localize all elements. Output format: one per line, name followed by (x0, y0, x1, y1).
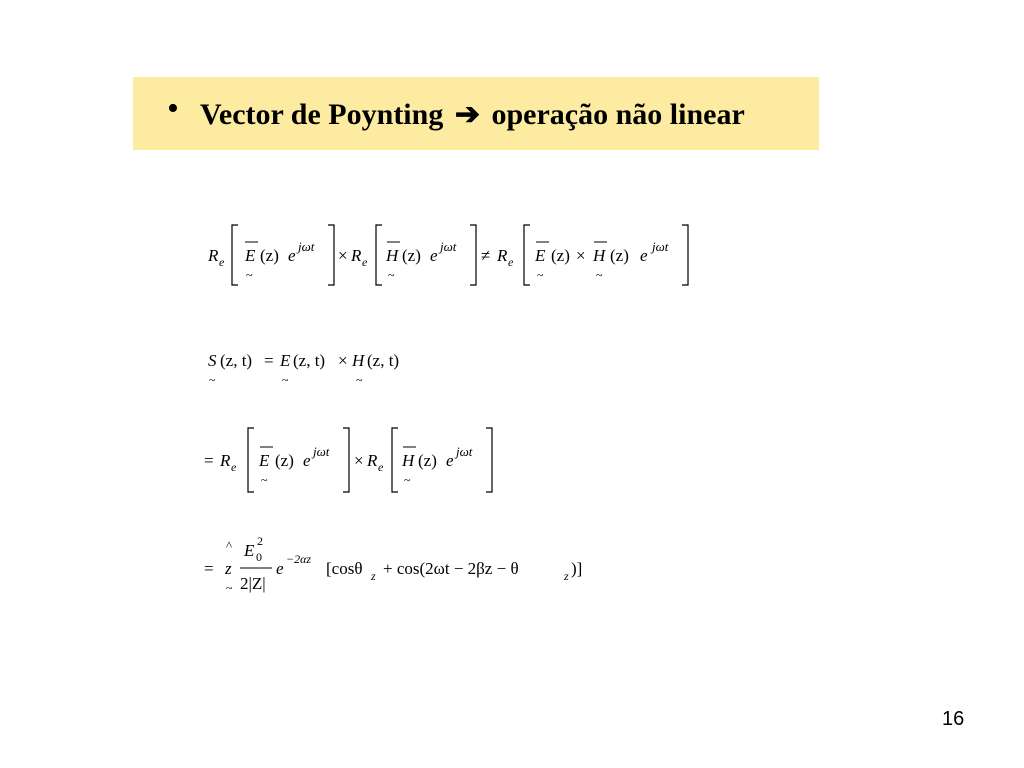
args-e: (z, t) (293, 351, 326, 370)
left-bracket-3 (524, 225, 530, 285)
equals-2: = (264, 351, 274, 370)
arg-z-4: (z) (610, 246, 629, 265)
arg-z-6: (z) (418, 451, 437, 470)
tilde-e-3: ~ (282, 373, 289, 387)
equation-3-svg (200, 420, 510, 500)
equation-1-svg (200, 215, 700, 295)
not-equal: ≠ (481, 246, 491, 265)
equation-2 (200, 342, 440, 392)
equation-2-svg (200, 342, 440, 392)
re-5: R (367, 451, 378, 470)
tilde-s: ~ (209, 373, 216, 387)
exp-e-4: e (303, 451, 311, 470)
times-3: × (338, 351, 348, 370)
right-bracket-5 (486, 428, 492, 492)
close-brackets: )] (571, 559, 583, 578)
arg-z-5: (z) (275, 451, 294, 470)
h-field-3: H (402, 451, 415, 470)
h-field-1: H (386, 246, 399, 265)
right-bracket-2 (470, 225, 476, 285)
re-4: R (220, 451, 231, 470)
exp-e-2: e (430, 246, 438, 265)
e0-num: E (244, 541, 255, 560)
re-2: R (351, 246, 362, 265)
tilde-h-3: ~ (356, 373, 363, 387)
slide-number: 16 (942, 708, 965, 730)
right-bracket-1 (328, 225, 334, 285)
e-vector-2: E (280, 351, 291, 370)
exp-jwt-1: jωt (298, 239, 315, 254)
re-sub-5: e (378, 460, 384, 474)
sub-z-2: z (564, 569, 569, 583)
times-4: × (354, 451, 364, 470)
times-1: × (338, 246, 348, 265)
right-bracket-3 (682, 225, 688, 285)
equals-3: = (204, 451, 214, 470)
tilde-e-2: ~ (537, 268, 544, 282)
args-s: (z, t) (220, 351, 253, 370)
unit-z: z (225, 559, 232, 578)
equation-1 (200, 215, 700, 295)
times-2: × (576, 246, 586, 265)
exp-attn: −2αz (286, 552, 312, 566)
tilde-e-4: ~ (261, 473, 268, 487)
tilde-e-1: ~ (246, 268, 253, 282)
equals-4: = (204, 559, 214, 578)
equation-3 (200, 420, 510, 500)
tilde-h-2: ~ (596, 268, 603, 282)
left-bracket-2 (376, 225, 382, 285)
bullet-marker: • (167, 90, 179, 127)
right-bracket-4 (343, 428, 349, 492)
exp-jwt-2: jωt (440, 239, 457, 254)
slide-title (200, 100, 745, 130)
exp-e-1: e (288, 246, 296, 265)
re-1: R (208, 246, 219, 265)
denominator: 2|Z| (240, 574, 266, 593)
tilde-h-4: ~ (404, 473, 411, 487)
equation-4-svg (200, 530, 600, 605)
left-bracket-4 (248, 428, 254, 492)
exp-jwt-3: jωt (652, 239, 669, 254)
re-sub-1: e (219, 255, 225, 269)
cos-term: + cos(2ωt − 2βz − θ (383, 559, 519, 578)
re-3: R (497, 246, 508, 265)
s-vector: S (208, 351, 217, 370)
e-field-1: E (245, 246, 256, 265)
arg-z-2: (z) (402, 246, 421, 265)
tilde-h-1: ~ (388, 268, 395, 282)
exp-e-5: e (446, 451, 454, 470)
arg-z-1: (z) (260, 246, 279, 265)
left-bracket-1 (232, 225, 238, 285)
exp-jwt-5: jωt (456, 444, 473, 459)
re-sub-2: e (362, 255, 368, 269)
arg-z-3: (z) (551, 246, 570, 265)
sub-z-1: z (371, 569, 376, 583)
e0-sup: 2 (257, 534, 263, 548)
bracket-body: [cosθ (326, 559, 363, 578)
h-vector-2: H (352, 351, 365, 370)
exp-jwt-4: jωt (313, 444, 330, 459)
exp-e-3: e (640, 246, 648, 265)
e0-sub: 0 (256, 550, 262, 564)
args-h: (z, t) (367, 351, 400, 370)
re-sub-3: e (508, 255, 514, 269)
h-field-2: H (593, 246, 606, 265)
right-arrow-icon: ➔ (454, 98, 480, 131)
title-part-1: Vector de Poynting (200, 98, 444, 131)
e-field-2: E (535, 246, 546, 265)
equation-4 (200, 530, 600, 605)
tilde-z: ~ (226, 581, 233, 595)
left-bracket-5 (392, 428, 398, 492)
e-field-3: E (259, 451, 270, 470)
re-sub-4: e (231, 460, 237, 474)
title-part-2: operação não linear (491, 98, 745, 131)
exp-e-6: e (276, 559, 284, 578)
hat-z: ^ (226, 538, 233, 553)
